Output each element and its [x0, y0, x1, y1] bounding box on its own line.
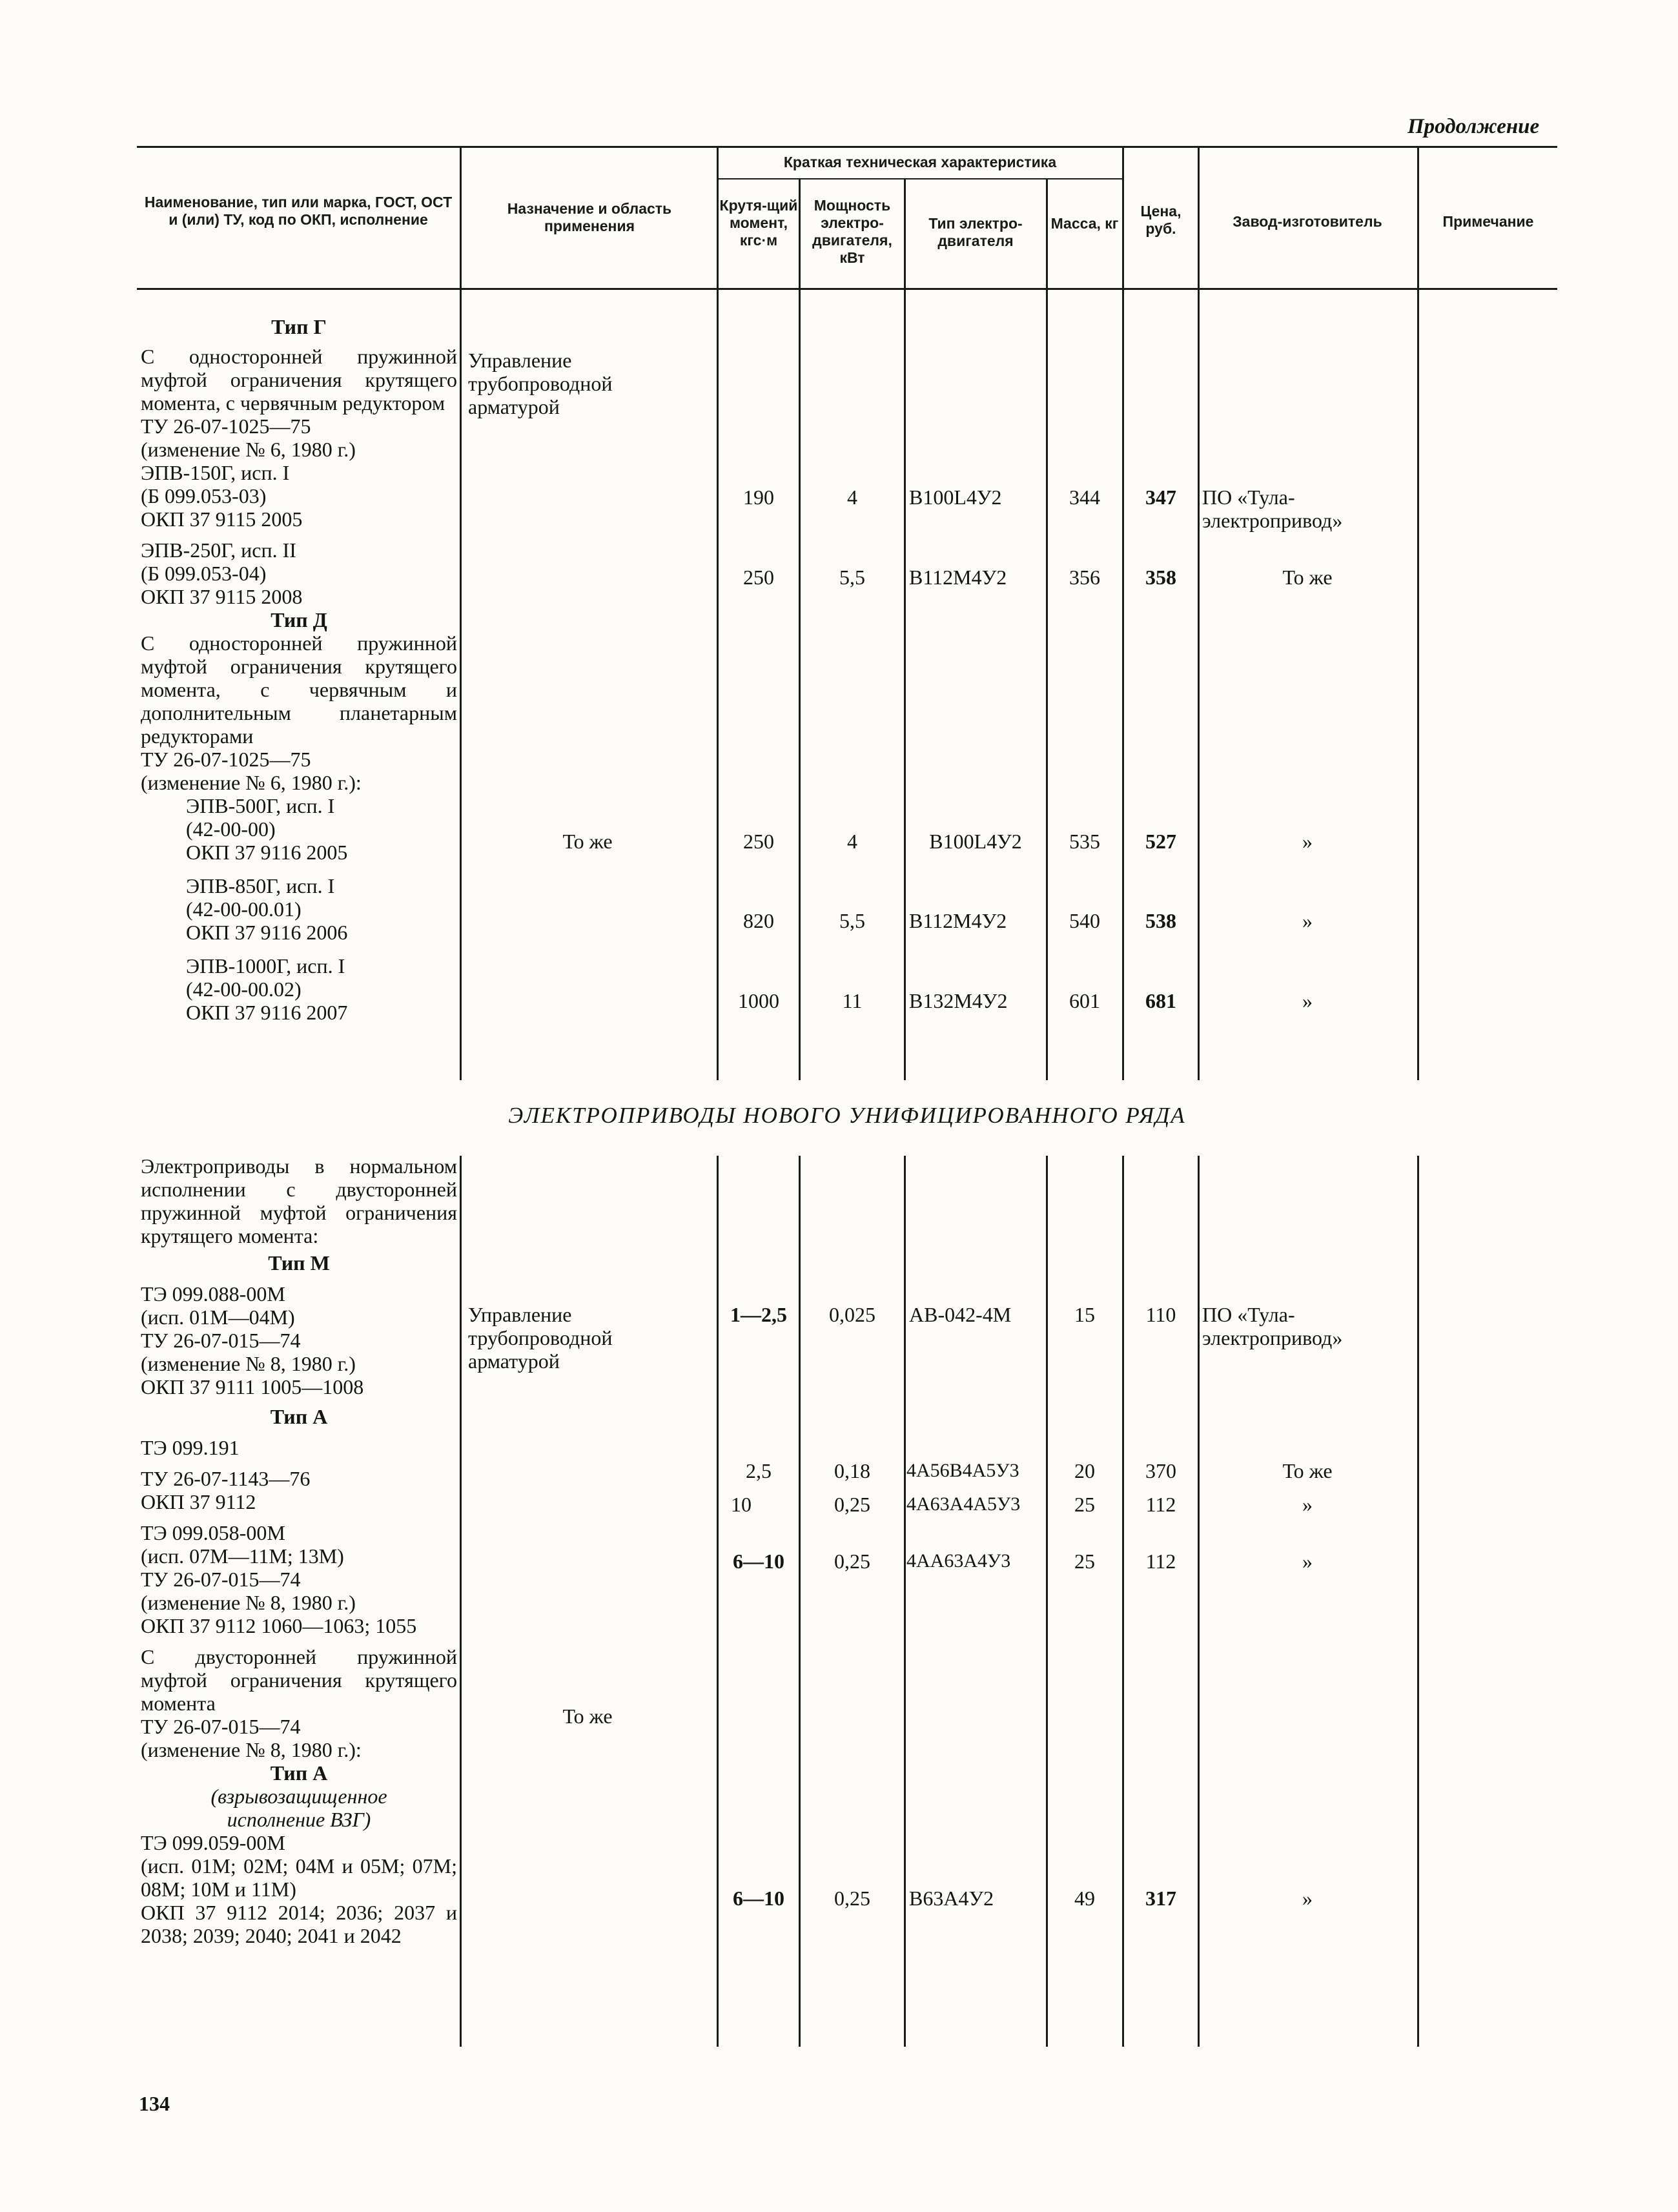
type-d-change: (изменение № 6, 1980 г.):: [141, 771, 362, 794]
r5-mass: 601: [1069, 989, 1100, 1012]
r5-torque: 1000: [738, 989, 779, 1012]
r4-okp: ОКП 37 9116 2006: [186, 921, 348, 944]
a3-maker: »: [1302, 1550, 1313, 1573]
header-power: Мощность электро-двигателя, кВт: [812, 197, 892, 266]
a1-motor: 4А56В4А5У3: [906, 1460, 1019, 1481]
r1-name: ЭПВ-150Г, исп. I: [141, 461, 290, 484]
m1-line5: ОКП 37 9111 1005—1008: [141, 1375, 364, 1398]
a2-mass: 25: [1074, 1493, 1095, 1516]
a4-execution: (взрывозащищенное исполнение ВЗГ): [210, 1785, 387, 1831]
r5-maker: »: [1302, 989, 1313, 1012]
type-a2-heading: Тип А: [270, 1761, 328, 1785]
r2-code: (Б 099.053-04): [141, 562, 267, 585]
a1-power: 0,18: [834, 1459, 870, 1482]
r4-power: 5,5: [839, 909, 865, 932]
r1-maker: ПО «Тула-электропривод»: [1202, 486, 1343, 532]
a2-line1: ТУ 26-07-1143—76: [141, 1467, 311, 1490]
vline-6: [1122, 147, 1124, 1080]
header-note: Примечание: [1442, 213, 1534, 230]
r1-okp: ОКП 37 9115 2005: [141, 507, 303, 531]
a2-maker: »: [1302, 1493, 1313, 1516]
a1-maker: То же: [1282, 1459, 1333, 1482]
type-m-heading: Тип М: [268, 1251, 330, 1275]
vline-3: [799, 178, 801, 1080]
r3-okp: ОКП 37 9116 2005: [186, 841, 348, 864]
r3-name: ЭПВ-500Г, исп. I: [186, 794, 335, 817]
r3-maker: »: [1302, 830, 1313, 853]
a4-description: С двусторонней пружинной муфтой ограничения крутящего момента: [141, 1645, 457, 1715]
m1-maker: ПО «Тула-электропривод»: [1202, 1303, 1343, 1349]
a4-tu: ТУ 26-07-015—74: [141, 1715, 301, 1738]
continuation-label: Продолжение: [1407, 115, 1540, 138]
r5-code: (42-00-00.02): [186, 978, 302, 1001]
r1-motor: В100L4У2: [909, 486, 1002, 509]
r4-maker: »: [1302, 909, 1313, 932]
a4-motor: В63А4У2: [909, 1887, 994, 1910]
vline-b2-3: [799, 1156, 801, 2047]
vline-b2-5: [1046, 1156, 1048, 2047]
r1-code: (Б 099.053-03): [141, 484, 267, 507]
r2-torque: 250: [743, 566, 774, 589]
m1-motor: АВ-042-4М: [909, 1303, 1012, 1326]
r2-power: 5,5: [839, 566, 865, 589]
a3-line1: ТЭ 099.058-00М: [141, 1521, 285, 1544]
block2-intro: Электроприводы в нормальном исполнении с двусторонней пружинной муфтой ограничения крутящего момента:: [141, 1154, 457, 1247]
header-top-rule: [137, 146, 1557, 148]
block2-name-column: [141, 1154, 457, 1947]
r2-name: ЭПВ-250Г, исп. II: [141, 538, 296, 562]
m1-mass: 15: [1074, 1303, 1095, 1326]
r5-okp: ОКП 37 9116 2007: [186, 1001, 348, 1024]
tech-group-rule: [717, 178, 1123, 179]
r2-motor: В112М4У2: [909, 566, 1007, 589]
type-g-purpose: Управление трубопроводной арматурой: [468, 349, 613, 418]
a2-power: 0,25: [834, 1493, 870, 1516]
vline-5: [1046, 178, 1048, 1080]
r1-mass: 344: [1069, 486, 1100, 509]
r3-price: 527: [1145, 830, 1176, 853]
a4-torque: 6—10: [733, 1887, 784, 1910]
header-mass: Масса, кг: [1050, 215, 1119, 232]
type-g-change: (изменение № 6, 1980 г.): [141, 438, 356, 461]
vline-7: [1198, 147, 1200, 1080]
vline-2: [717, 147, 719, 1080]
r3-code: (42-00-00): [186, 817, 276, 841]
a4-power: 0,25: [834, 1887, 870, 1910]
a3-torque: 6—10: [733, 1550, 784, 1573]
vline-1: [460, 147, 462, 1080]
type-g-description: С односторонней пружинной муфтой ограничения крутящего момента, с червячным редуктором: [141, 345, 457, 415]
r5-name: ЭПВ-1000Г, исп. I: [186, 954, 345, 978]
a3-line4: (изменение № 8, 1980 г.): [141, 1591, 356, 1614]
r4-torque: 820: [743, 909, 774, 932]
a3-mass: 25: [1074, 1550, 1095, 1573]
header-manufacturer: Завод-изготовитель: [1233, 213, 1382, 230]
a1-price: 370: [1145, 1459, 1176, 1482]
a4-maker: »: [1302, 1887, 1313, 1910]
a4-mass: 49: [1074, 1887, 1095, 1910]
vline-b2-1: [460, 1156, 462, 2047]
vline-b2-2: [717, 1156, 719, 2047]
a3-power: 0,25: [834, 1550, 870, 1573]
header-name: Наименование, тип или марка, ГОСТ, ОСТ и (или) ТУ, код по ОКП, исполнение: [144, 194, 453, 228]
a2-price: 112: [1145, 1493, 1176, 1516]
a3-line2: (исп. 07М—11М; 13М): [141, 1544, 344, 1568]
a4-line2: (исп. 01М; 02М; 04М и 05М; 07М; 08М; 10М и 11М): [141, 1854, 457, 1901]
a4-purpose: То же: [562, 1705, 613, 1728]
a3-line3: ТУ 26-07-015—74: [141, 1568, 301, 1591]
r4-mass: 540: [1069, 909, 1100, 932]
r3-motor: В100L4У2: [929, 830, 1022, 853]
type-a-heading: Тип А: [270, 1405, 328, 1428]
r2-maker: То же: [1282, 566, 1333, 589]
a1-mass: 20: [1074, 1459, 1095, 1482]
a3-line5: ОКП 37 9112 1060—1063; 1055: [141, 1614, 417, 1637]
a4-price: 317: [1145, 1887, 1176, 1910]
r4-price: 538: [1145, 909, 1176, 932]
a4-line1: ТЭ 099.059-00М: [141, 1831, 285, 1854]
r1-torque: 190: [743, 486, 774, 509]
a2-motor: 4А63А4А5У3: [906, 1493, 1021, 1515]
header-purpose: Назначение и область применения: [507, 200, 672, 234]
m1-line4: (изменение № 8, 1980 г.): [141, 1352, 356, 1375]
a1-torque: 2,5: [746, 1459, 772, 1482]
r5-motor: В132М4У2: [909, 989, 1008, 1012]
section-title: ЭЛЕКТРОПРИВОДЫ НОВОГО УНИФИЦИРОВАННОГО РЯДА: [508, 1103, 1186, 1128]
r4-name: ЭПВ-850Г, исп. I: [186, 874, 335, 897]
vline-b2-4: [904, 1156, 906, 2047]
r2-mass: 356: [1069, 566, 1100, 589]
type-d-heading: Тип Д: [271, 608, 327, 631]
type-g-heading: Тип Г: [271, 315, 327, 338]
r1-price: 347: [1145, 486, 1176, 509]
m1-torque: 1—2,5: [730, 1303, 787, 1326]
r3-power: 4: [847, 830, 857, 853]
type-d-description: С односторонней пружинной муфтой ограничения крутящего момента, с червячным и дополнительным планетарным редукторами: [141, 631, 457, 748]
m1-line2: (исп. 01М—04М): [141, 1306, 295, 1329]
vline-b2-8: [1417, 1156, 1419, 2047]
r2-price: 358: [1145, 566, 1176, 589]
block1-name-column: [141, 315, 457, 1024]
header-bottom-rule: [137, 288, 1557, 290]
m1-power: 0,025: [829, 1303, 875, 1326]
type-m-purpose: Управление трубопроводной арматурой: [468, 1303, 613, 1373]
header-tech-group: Краткая техническая характеристика: [783, 154, 1057, 170]
r5-price: 681: [1145, 989, 1176, 1012]
r3-mass: 535: [1069, 830, 1100, 853]
page-number: 134: [139, 2092, 170, 2115]
type-d-purpose: То же: [562, 830, 613, 853]
header-price: Цена, руб.: [1140, 203, 1182, 237]
a1-line1: ТЭ 099.191: [141, 1436, 240, 1459]
vline-b2-7: [1198, 1156, 1200, 2047]
r4-motor: В112М4У2: [909, 909, 1007, 932]
r2-okp: ОКП 37 9115 2008: [141, 585, 303, 608]
type-d-tu: ТУ 26-07-1025—75: [141, 748, 311, 771]
header-motor-type: Тип электро-двигателя: [928, 215, 1023, 249]
a2-line2: ОКП 37 9112: [141, 1490, 256, 1513]
m1-price: 110: [1145, 1303, 1176, 1326]
m1-line1: ТЭ 099.088-00М: [141, 1282, 285, 1306]
header-torque: Крутя-щий момент, кгс·м: [719, 197, 798, 249]
a3-motor: 4АА63А4У3: [906, 1550, 1011, 1572]
vline-b2-6: [1122, 1156, 1124, 2047]
vline-8: [1417, 147, 1419, 1080]
r1-power: 4: [847, 486, 857, 509]
m1-line3: ТУ 26-07-015—74: [141, 1329, 301, 1352]
r3-torque: 250: [743, 830, 774, 853]
a2-torque: 10: [731, 1493, 752, 1516]
r4-code: (42-00-00.01): [186, 897, 302, 921]
vline-4: [904, 178, 906, 1080]
a4-change: (изменение № 8, 1980 г.):: [141, 1738, 362, 1761]
a4-line3: ОКП 37 9112 2014; 2036; 2037 и 2038; 2039; 2040; 2041 и 2042: [141, 1901, 457, 1947]
r5-power: 11: [842, 989, 863, 1012]
a3-price: 112: [1145, 1550, 1176, 1573]
type-g-tu: ТУ 26-07-1025—75: [141, 415, 311, 438]
